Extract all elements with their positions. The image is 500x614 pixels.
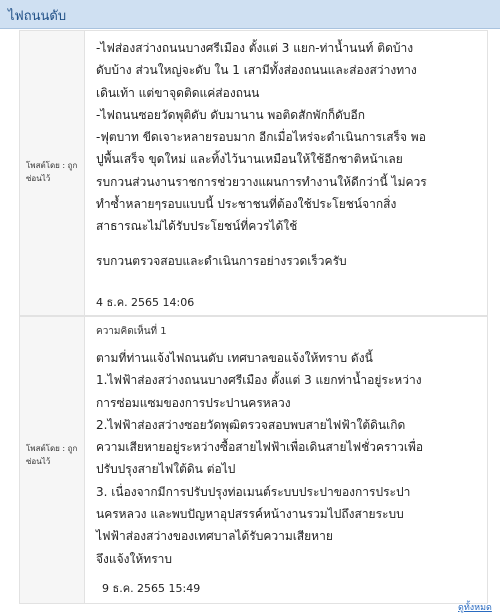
- post-line: รบกวนส่วนงานราชการช่วยวางแผนการทำงานให้ดีกว่านี้ ไม่ควร: [96, 174, 427, 189]
- comment-line: จึงแจ้งให้ทราบ: [96, 551, 172, 566]
- comment-line: นครหลวง และพบปัญหาอุปสรรค์หน้างานรวมไปถึงสายระบบ: [96, 507, 404, 522]
- comment-author-hidden: ซ่อนไว้: [26, 457, 51, 466]
- post-line: -ฟุตบาท ขีดเจาะหลายรอบมาก อีกเมื่อไหร่จะดำเนินการเสร็จ พอ: [96, 130, 426, 145]
- comment-body: [96, 347, 482, 570]
- post-body: [96, 37, 482, 272]
- comment-author-label: โพสต์โดย : ถูก: [26, 444, 78, 453]
- comment-date: 9 ธ.ค. 2565 15:49: [102, 582, 201, 595]
- comment-line: 3. เนื่องจากมีการปรับปรุงท่อเมนต์ระบบประปาของการประปา: [96, 484, 411, 499]
- page-title: ไฟถนนดับ: [8, 9, 67, 24]
- comment-line: ตามที่ท่านแจ้งไฟถนนดับ เทศบาลขอแจ้งให้ทราบ ดังนี้: [96, 351, 373, 365]
- post-author-hidden: ซ่อนไว้: [26, 174, 51, 183]
- post-author: [26, 159, 82, 185]
- post-line: ดับบ้าง ส่วนใหญ่จะดับ ใน 1 เสามีทั้งส่องถนนและส่องสว่างทาง: [96, 63, 417, 78]
- post-line: สาธารณะไม่ได้รับประโยชน์ที่ควรได้ใช้: [96, 219, 298, 234]
- post-author-label: โพสต์โดย : ถูก: [26, 161, 78, 170]
- comment-line: ไฟฟ้าส่องสว่างของเทศบาลได้รับความเสียหาย: [96, 529, 333, 544]
- comment-line: ความเสียหายอยู่ระหว่างซื้อสายไฟฟ้าเพื่อเดินสายไฟชั่วคราวเพื่อ: [96, 440, 424, 455]
- view-all-link[interactable]: ดูทั้งหมด: [458, 603, 492, 613]
- comment-line: ปรับปรุงสายไฟใต้ดิน ต่อไป: [96, 462, 236, 477]
- page-header: [0, 0, 500, 29]
- post-line: -ไฟส่องสว่างถนนบางศรีเมือง ตั้งแต่ 3 แยก-ท่าน้ำนนท์ ติดบ้าง: [96, 41, 414, 55]
- post-date: 4 ธ.ค. 2565 14:06: [96, 296, 195, 309]
- comment-line: การซ่อมแซมของการประปานครหลวง: [96, 395, 291, 410]
- post-author-column: [20, 31, 85, 315]
- comment-panel: [19, 316, 488, 604]
- comment-header: ความคิดเห็นที่ 1: [96, 326, 167, 337]
- post-closing: รบกวนตรวจสอบและดำเนินการอย่างรวดเร็วครับ: [96, 253, 347, 268]
- post-line: เดินเท้า แต่ขาจุดติดแค่ส่องถนน: [96, 85, 260, 100]
- comment-author: [26, 442, 82, 468]
- post-panel: [19, 30, 488, 316]
- post-line: ปูพื้นเสร็จ ขุดใหม่ และทิ้งไว้นานเหมือนให้ใช้อีกชาติหน้าเลย: [96, 152, 403, 167]
- post-line: ทำซ้ำหลายๆรอบแบบนี้ ประชาชนที่ต้องใช้ประโยชน์จากสิ่ง: [96, 197, 397, 212]
- post-line: -ไฟถนนซอยวัดพุติดับ ดับมานาน พอติดสักพักก็ดับอีก: [96, 107, 366, 122]
- comment-line: 1.ไฟฟ้าส่องสว่างถนนบางศรีเมือง ตั้งแต่ 3 แยกท่าน้ำอยู่ระหว่าง: [96, 373, 422, 388]
- comment-author-column: [20, 317, 85, 603]
- comment-line: 2.ไฟฟ้าส่องสว่างซอยวัดพุฒิตรวจสอบพบสายไฟฟ้าใต้ดินเกิด: [96, 417, 406, 432]
